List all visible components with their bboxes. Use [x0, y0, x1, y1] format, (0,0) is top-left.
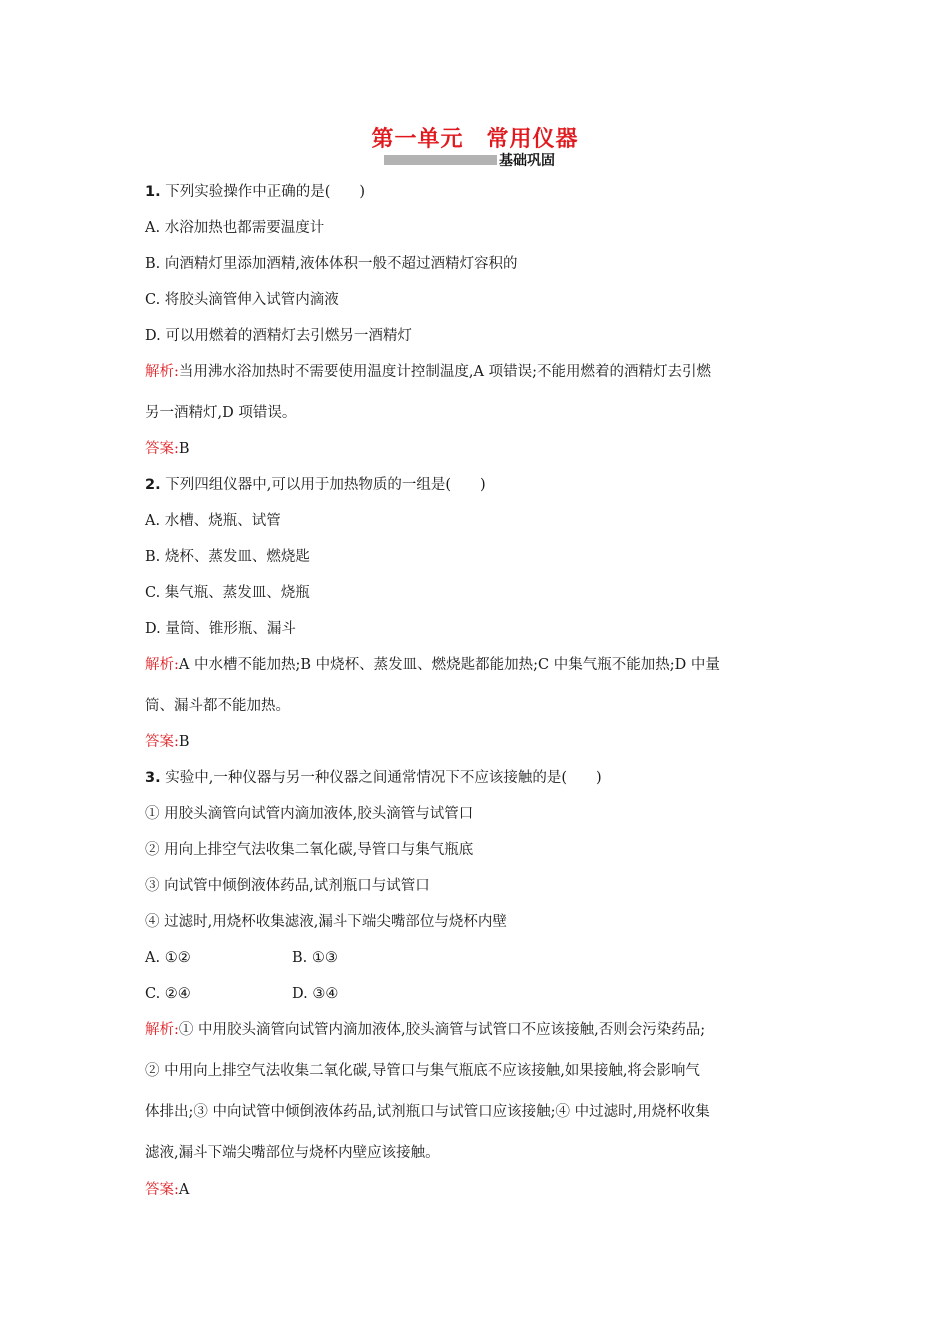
question-3-item-1: ① 用胶头滴管向试管内滴加液体,胶头滴管与试管口 — [145, 806, 474, 822]
question-3-analysis-line-1: 解析:① 中用胶头滴管向试管内滴加液体,胶头滴管与试管口不应该接触,否则会污染药品; — [145, 1022, 706, 1038]
answer-label: 答案: — [145, 441, 179, 457]
answer-label: 答案: — [145, 1182, 179, 1198]
analysis-label: 解析: — [145, 364, 179, 380]
question-1-analysis-line-1: 解析:当用沸水浴加热时不需要使用温度计控制温度,A 项错误;不能用燃着的酒精灯去引燃 — [145, 364, 711, 380]
question-2-option-b: B. 烧杯、蒸发皿、燃烧匙 — [145, 549, 310, 565]
question-2-stem: 2. 下列四组仪器中,可以用于加热物质的一组是( ) — [145, 477, 486, 493]
page-title: 第一单元 常用仪器 — [371, 127, 579, 152]
question-3-option-a: A. ①② — [145, 950, 191, 966]
question-2-option-c: C. 集气瓶、蒸发皿、烧瓶 — [145, 585, 310, 601]
question-3-item-4: ④ 过滤时,用烧杯收集滤液,漏斗下端尖嘴部位与烧杯内壁 — [145, 914, 507, 930]
question-3-analysis-line-2: ② 中用向上排空气法收集二氧化碳,导管口与集气瓶底不应该接触,如果接触,将会影响气 — [145, 1063, 700, 1079]
question-3-item-2: ② 用向上排空气法收集二氧化碳,导管口与集气瓶底 — [145, 842, 474, 858]
question-2-analysis-line-1: 解析:A 中水槽不能加热;B 中烧杯、蒸发皿、燃烧匙都能加热;C 中集气瓶不能加热;D 中量 — [145, 657, 720, 673]
question-3-analysis-line-4: 滤液,漏斗下端尖嘴部位与烧杯内壁应该接触。 — [145, 1145, 440, 1161]
question-1-analysis-line-2: 另一酒精灯,D 项错误。 — [145, 405, 297, 421]
question-2-answer: 答案:B — [145, 734, 190, 750]
question-1-option-a: A. 水浴加热也都需要温度计 — [145, 220, 325, 236]
question-1-stem: 1. 下列实验操作中正确的是( ) — [145, 184, 366, 200]
analysis-label: 解析: — [145, 1022, 179, 1038]
question-3-analysis-line-3: 体排出;③ 中向试管中倾倒液体药品,试剂瓶口与试管口应该接触;④ 中过滤时,用烧杯收集 — [145, 1104, 710, 1120]
question-1-answer: 答案:B — [145, 441, 190, 457]
question-3-option-b: B. ①③ — [292, 950, 338, 966]
question-1-option-d: D. 可以用燃着的酒精灯去引燃另一酒精灯 — [145, 328, 412, 344]
question-3-option-d: D. ③④ — [292, 986, 339, 1002]
question-1-option-c: C. 将胶头滴管伸入试管内滴液 — [145, 292, 339, 308]
section-bar-decoration — [384, 155, 497, 165]
analysis-label: 解析: — [145, 657, 179, 673]
question-3-stem: 3. 实验中,一种仪器与另一种仪器之间通常情况下不应该接触的是( ) — [145, 770, 602, 786]
question-3-answer: 答案:A — [145, 1182, 190, 1198]
answer-label: 答案: — [145, 734, 179, 750]
question-1-option-b: B. 向酒精灯里添加酒精,液体体积一般不超过酒精灯容积的 — [145, 256, 518, 272]
question-2-option-d: D. 量筒、锥形瓶、漏斗 — [145, 621, 296, 637]
question-2-analysis-line-2: 筒、漏斗都不能加热。 — [145, 698, 290, 714]
section-label: 基础巩固 — [499, 153, 555, 169]
question-3-item-3: ③ 向试管中倾倒液体药品,试剂瓶口与试管口 — [145, 878, 430, 894]
question-2-option-a: A. 水槽、烧瓶、试管 — [145, 513, 281, 529]
section-header — [384, 150, 555, 170]
question-3-option-c: C. ②④ — [145, 986, 191, 1002]
